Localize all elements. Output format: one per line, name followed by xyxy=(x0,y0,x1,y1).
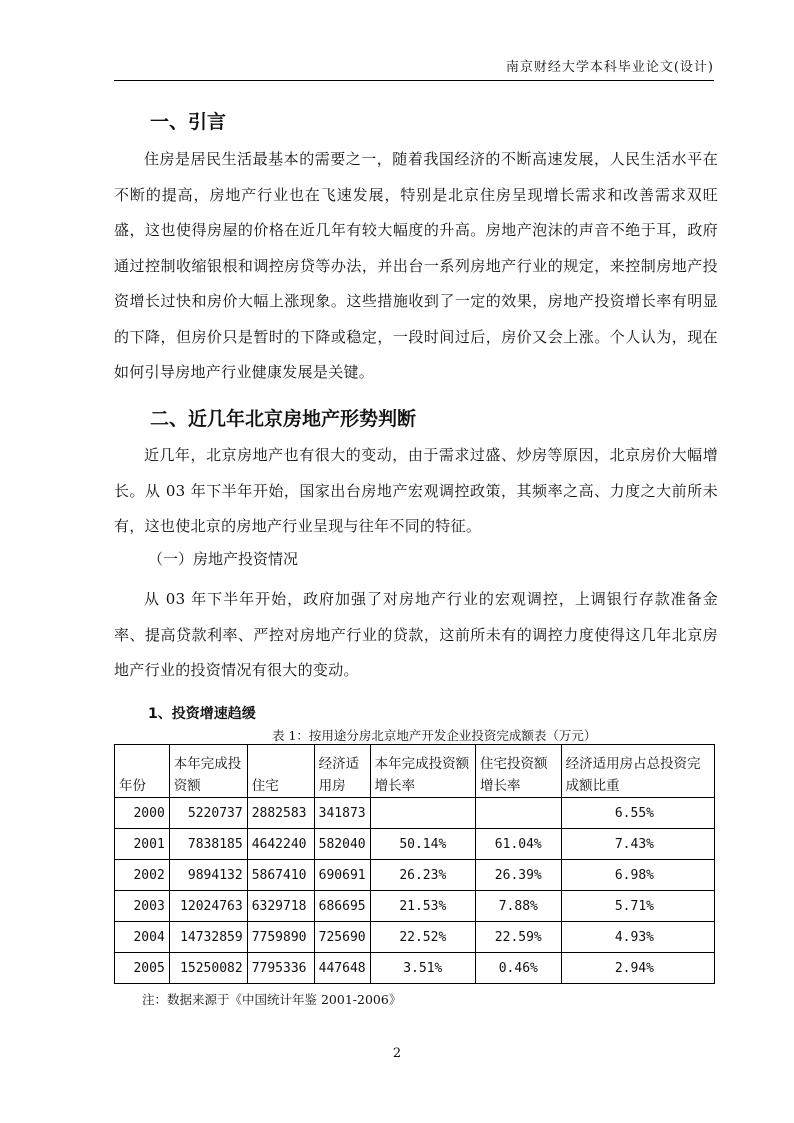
table-cell: 4.93% xyxy=(561,922,714,953)
table-cell: 14732859 xyxy=(169,922,247,953)
header-rule xyxy=(114,80,714,81)
table-row xyxy=(115,953,715,984)
table-cell: 26.39% xyxy=(475,860,561,891)
table-cell: 2004 xyxy=(115,922,170,953)
table-cell: 4642240 xyxy=(247,829,314,860)
table-row xyxy=(115,829,715,860)
table-cell: 2000 xyxy=(115,798,170,829)
table-cell xyxy=(370,798,475,829)
table-row xyxy=(115,891,715,922)
table-cell: 6.55% xyxy=(561,798,714,829)
running-header: 南京财经大学本科毕业论文(设计) xyxy=(505,60,714,75)
table-cell: 26.23% xyxy=(370,860,475,891)
table-cell: 6329718 xyxy=(247,891,314,922)
table-cell: 725690 xyxy=(314,922,370,953)
table-cell: 690691 xyxy=(314,860,370,891)
table-caption: 表 1：按用途分房北京地产开发企业投资完成额表（万元） xyxy=(272,728,597,743)
trend-paragraph: 近几年，北京房地产也有很大的变动，由于需求过盛、炒房等原因，北京房价大幅增长。从 03 年下半年开始，国家出台房地产宏观调控政策，其频率之高、力度之大前所未有，这也使北京的房地产行业呈现与往年不同的特征。 xyxy=(114,446,718,535)
table-cell: 2005 xyxy=(115,953,170,984)
table-cell: 686695 xyxy=(314,891,370,922)
table-cell: 50.14% xyxy=(370,829,475,860)
table-cell: 21.53% xyxy=(370,891,475,922)
table-cell: 7838185 xyxy=(169,829,247,860)
table-cell: 15250082 xyxy=(169,953,247,984)
table-cell: 7795336 xyxy=(247,953,314,984)
subsection-heading-investment: （一）房地产投资情况 xyxy=(148,550,299,568)
table-cell: 22.59% xyxy=(475,922,561,953)
section-heading-trend: 二、近几年北京房地产形势判断 xyxy=(150,408,417,430)
table-cell: 7.43% xyxy=(561,829,714,860)
header-cell: 住宅 xyxy=(247,745,314,798)
table-cell: 7759890 xyxy=(247,922,314,953)
investment-table xyxy=(114,744,715,984)
investment-paragraph: 从 03 年下半年开始，政府加强了对房地产行业的宏观调控，上调银行存款准备金率、提高贷款利率、严控对房地产行业的贷款，这前所未有的调控力度使得这几年北京房地产行业的投资情况有很大的变动。 xyxy=(114,590,718,679)
table-row xyxy=(115,798,715,829)
header-cell: 年份 xyxy=(115,745,170,798)
header-cell: 本年完成投资额增长率 xyxy=(370,745,475,798)
table-cell: 3.51% xyxy=(370,953,475,984)
header-cell: 经济适用房占总投资完成额比重 xyxy=(561,745,714,798)
table-cell: 2002 xyxy=(115,860,170,891)
page-number: 2 xyxy=(392,1046,402,1061)
header-cell: 本年完成投资额 xyxy=(169,745,247,798)
table-cell: 341873 xyxy=(314,798,370,829)
header-cell: 经济适用房 xyxy=(314,745,370,798)
table-cell: 7.88% xyxy=(475,891,561,922)
table-cell: 61.04% xyxy=(475,829,561,860)
header-cell: 住宅投资额增长率 xyxy=(475,745,561,798)
table-header-row xyxy=(115,745,715,798)
table-row xyxy=(115,922,715,953)
table-cell: 5.71% xyxy=(561,891,714,922)
table-cell: 6.98% xyxy=(561,860,714,891)
section-heading-intro: 一、引言 xyxy=(150,111,227,133)
table-cell: 582040 xyxy=(314,829,370,860)
table-row xyxy=(115,860,715,891)
intro-paragraph: 住房是居民生活最基本的需要之一，随着我国经济的不断高速发展，人民生活水平在不断的提高，房地产行业也在飞速发展，特别是北京住房呈现增长需求和改善需求双旺盛，这也使得房屋的价格在近几年有较大幅度的升高。房地产泡沫的声音不绝于耳，政府通过控制收缩银根和调控房贷等办法，并出台一系列房地产行业的规定，来控制房地产投资增长过快和房价大幅上涨现象。这些措施收到了一定的效果，房地产投资增长率有明显的下降，但房价只是暂时的下降或稳定，一段时间过后，房价又会上涨。个人认为，现在如何引导房地产行业健康发展是关键。 xyxy=(114,150,718,381)
table-cell: 2001 xyxy=(115,829,170,860)
table-cell: 2003 xyxy=(115,891,170,922)
table-cell: 9894132 xyxy=(169,860,247,891)
table-cell: 12024763 xyxy=(169,891,247,922)
table-source-note: 注：数据来源于《中国统计年鉴 2001-2006》 xyxy=(142,992,402,1007)
table-cell: 2.94% xyxy=(561,953,714,984)
table-cell: 5867410 xyxy=(247,860,314,891)
table-cell: 0.46% xyxy=(475,953,561,984)
table-cell: 2882583 xyxy=(247,798,314,829)
table-cell xyxy=(475,798,561,829)
table-cell: 5220737 xyxy=(169,798,247,829)
table-cell: 22.52% xyxy=(370,922,475,953)
table-cell: 447648 xyxy=(314,953,370,984)
subsection-heading-growth: 1、投资增速趋缓 xyxy=(148,706,256,722)
